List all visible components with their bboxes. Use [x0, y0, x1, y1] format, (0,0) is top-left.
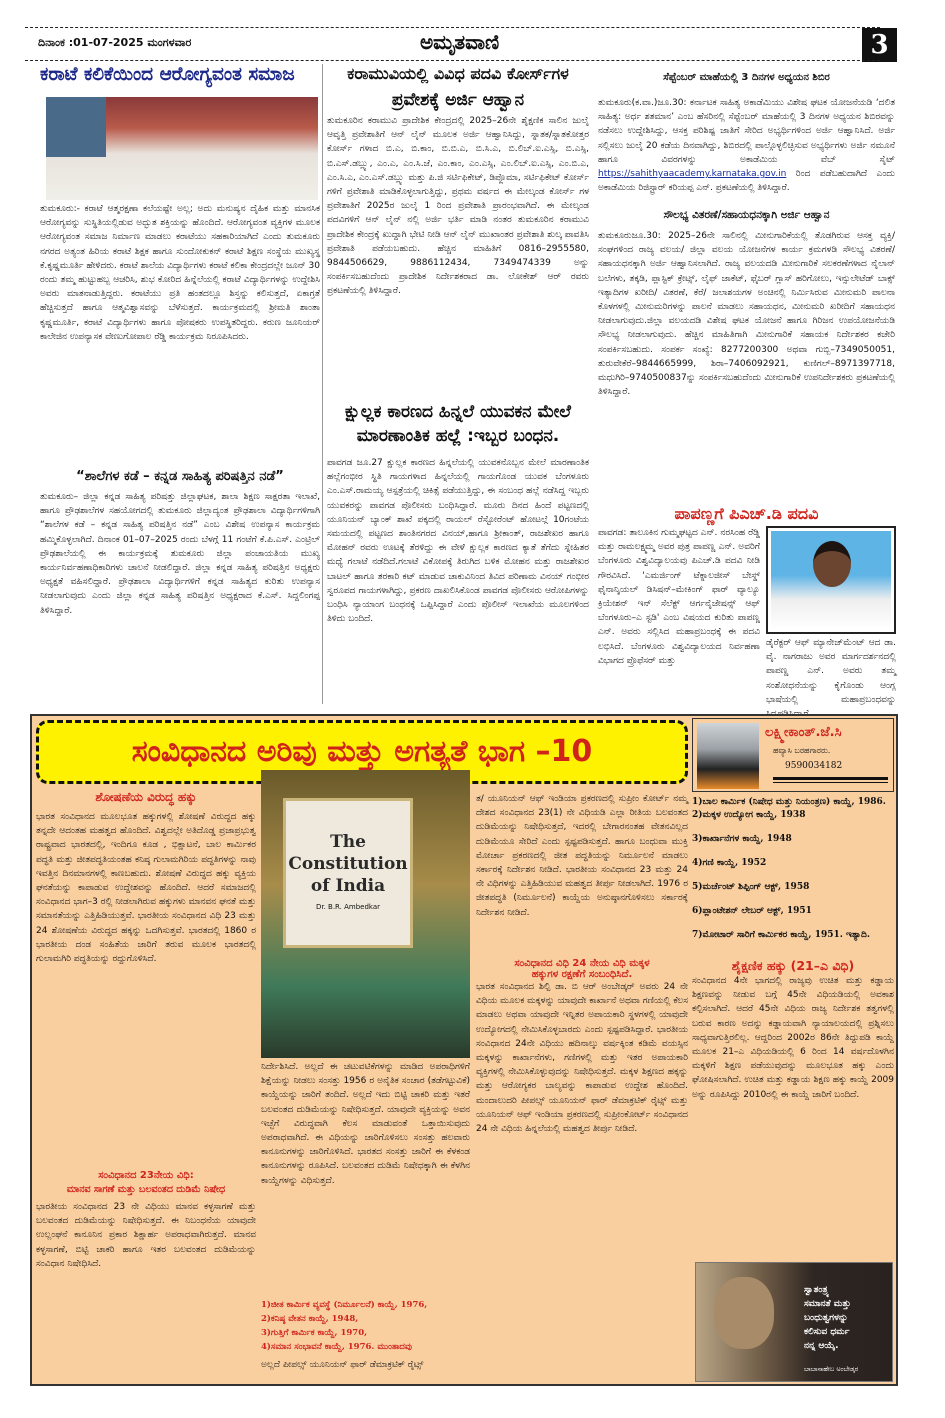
act-item: 3)ಗುತ್ತಿಗೆ ಕಾರ್ಮಿಕ ಕಾಯ್ದೆ, 1970, [261, 1328, 368, 1338]
book-author: Dr. B.R. Ambedkar [315, 903, 381, 911]
kasapa-subheadline: “ಶಾಲೆಗಳ ಕಡೆ – ಕನ್ನಡ ಸಾಹಿತ್ಯ ಪರಿಷತ್ತಿನ ನಡೆ” [76, 469, 284, 484]
study-camp-body [593, 96, 900, 198]
article24-heading-line2: ಹಕ್ಕುಗಳ ರಕ್ಷಣೆಗೆ ಸಂಬಂಧಿಸಿದೆ. [531, 969, 633, 980]
article24-heading-line1: ಸಂವಿಧಾನದ ವಿಧಿ 24 ನೇಯ ವಿಧಿ ಮಕ್ಕಳ [514, 958, 650, 969]
left-column [40, 64, 320, 704]
exploitation-heading: ಶೋಷಣೆಯ ವಿರುದ್ಧ ಹಕ್ಕು [95, 790, 197, 804]
act-item: 5)ಮರ್ಚೆಂಟ್ ಶಿಪ್ಪಿಂಗ್ ಆಕ್ಟ್, 1958 [692, 882, 810, 892]
ambedkar-quote-image [695, 1262, 893, 1382]
constitution-series-banner: ಸಂವಿಧಾನದ ಅರಿವು ಮತ್ತು ಅಗತ್ಯತೆ ಭಾಗ –10 [36, 720, 688, 784]
page-number: 3 [862, 28, 897, 62]
quote-line: ನನ್ನ ಆಯ್ಕೆ. [804, 1341, 839, 1351]
act-item: 6)ಪ್ಲಾಂಟೇಶನ್ ಲೇಬರ್ ಆಕ್ಟ್, 1951 [692, 906, 812, 916]
education-right-body: ಸಂವಿಧಾನದ 4ನೇ ಭಾಗದಲ್ಲಿ ರಾಜ್ಯವು ಉಚಿತ ಮತ್ತು ಕಡ್ಡಾಯ ಶಿಕ್ಷಣವನ್ನು ನೀಡುವ ಬಗ್ಗೆ 45ನೇ ವಿಧಿಯಡಿಯಲ್ಲಿ ಅವಕಾಶ ಕಲ್ಪಿಸಲಾಗಿದೆ. ಆದರೆ 45ನೇ ವಿಧಿಯ ರಾಜ್ಯ ನಿರ್ದೇಶಕ ತತ್ವಗಳಲ್ಲಿ ಬರುವ ಕಾರಣ ಅದನ್ನು ಕಡ್ಡಾಯವಾಗಿ ನ್ಯಾಯಾಲಯದಲ್ಲಿ ಪ್ರಶ್ನಿಸಲು ಸಾಧ್ಯವಾಗುತ್ತಿರಲಿಲ್ಲ. ಆದ್ದರಿಂದ 2002ರ 86ನೇ ತಿದ್ದುಪಡಿ ಕಾಯ್ದೆ ಮೂಲಕ 21–ಎ ವಿಧಿಯಡಿಯಲ್ಲಿ 6 ರಿಂದ 14 ವರ್ಷದೊಳಗಿನ ಮಕ್ಕಳಿಗೆ ಶಿಕ್ಷಣ ಪಡೆಯುವುದನ್ನು ಮೂಲಭೂತ ಹಕ್ಕು ಎಂದು ಘೋಷಿಸಲಾಗಿದೆ. ಉಚಿತ ಮತ್ತು ಕಡ್ಡಾಯ ಶಿಕ್ಷಣ ಹಕ್ಕು ಕಾಯ್ದೆ 2009 ಅನ್ನು ರೂಪಿಸಿದ್ದು 2010ರಲ್ಲಿ ಈ ಕಾಯ್ದೆ ಜಾರಿಗೆ ಬಂದಿದೆ. [692, 976, 894, 1100]
quote-line: ಕಲಿಸುವ ಧರ್ಮ [804, 1327, 850, 1337]
ksou-article-body: ತುಮಕೂರಿನ ಕರಾಮುವಿ ಪ್ರಾದೇಶಿಕ ಕೇಂದ್ರದಲ್ಲಿ 2025–26ನೇ ಶೈಕ್ಷಣಿಕ ಸಾಲಿನ ಜುಲೈ ಆವೃತ್ತಿ ಪ್ರವೇಶಾತಿಗೆ ಆನ್ ಲೈನ್ ಮೂಲಕ ಅರ್ಜಿ ಆಹ್ವಾನಿಸಿದ್ದು, ಸ್ನಾತಕ/ಸ್ನಾತಕೋತ್ತರ ಕೋರ್ಸ್ ಗಳಾದ ಬಿ.ಎ, ಬಿ.ಕಾಂ, ಬಿ.ಬಿ.ಎ, ಬಿ.ಸಿ.ಎ, ಬಿ.ಲಿಬ್.ಐ.ಎಸ್ಸಿ, ಬಿ.ಎಸ್ಸಿ, ಬಿ.ಎಸ್.ಡಬ್ಲ್ಯು, ಎಂ.ಎ, ಎಂ.ಸಿ.ಜೆ, ಎಂ.ಕಾಂ, ಎಂ.ಎಸ್ಸಿ, ಎಂ.ಲಿಬ್.ಐ.ಎಸ್ಸಿ, ಎಂ.ಬಿ.ಎ, ಎಂ.ಸಿ.ಎ, ಎಂ.ಎಸ್.ಡಬ್ಲ್ಯು ಮತ್ತು ಪಿ.ಜಿ ಸರ್ಟಿಫಿಕೇಟ್, ಡಿಪ್ಲೊಮಾ, ಸರ್ಟಿಫಿಕೇಟ್ ಕೋರ್ಸ್ ಗಳಿಗೆ ಪ್ರವೇಶಾತಿ ಮಾಡಿಕೊಳ್ಳಲಾಗುತ್ತಿದ್ದು, ಪ್ರಥಮ ವರ್ಷದ ಈ ಮೇಲ್ಕಂಡ ಕೋರ್ಸ್ ಗಳ ಪ್ರವೇಶಾತಿಗೆ 2025ರ ಜುಲೈ 1 ರಿಂದ ಪ್ರವೇಶಾತಿ ಪ್ರಾರಂಭವಾಗಿದೆ. ಈ ಮೇಲ್ಕಂಡ ಪದವಿಗಳಿಗೆ ಆನ್ ಲೈನ್ ನಲ್ಲಿ ಅರ್ಜಿ ಭರ್ತಿ ಮಾಡಿ ನಂತರ ತುಮಕೂರಿನ ಕರಾಮುವಿ ಪ್ರಾದೇಶಿಕ ಕೇಂದ್ರಕ್ಕೆ ಖುದ್ದಾಗಿ ಭೇಟಿ ನೀಡಿ ಆನ್ ಲೈನ್ ಮುಖಾಂತರ ಪ್ರವೇಶಾತಿ ಶುಲ್ಕ ಪಾವತಿಸಿ ಪ್ರವೇಶಾತಿ ಪಡೆಯಬಹುದು. ಹೆಚ್ಚಿನ ಮಾಹಿತಿಗೆ 0816–2955580, 9844506629, 9886112434, 7349474339 ಅನ್ನು ಸಂಪರ್ಕಿಸಬಹುದೆಂದು ಪ್ರಾದೇಶಿಕ ನಿರ್ದೇಶಕರಾದ ಡಾ. ಲೋಕೇಶ್ ಆರ್ ರವರು ಪ್ರಕಟಣೆಯಲ್ಲಿ ತಿಳಿಸಿದ್ದಾರೆ. [327, 116, 589, 297]
author-rule [773, 777, 888, 783]
article23-heading-line1: ಸಂವಿಧಾನದ 23ನೇಯ ವಿಧಿ: [98, 1170, 194, 1181]
feature-column-4 [692, 796, 894, 1266]
fisheries-body: ತುಮಕೂರುಜೂ.30: 2025–26ನೇ ಸಾಲಿನಲ್ಲಿ ಮೀನುಗಾರಿಕೆಯಲ್ಲಿ ತೊಡಗಿರುವ ಆಸಕ್ತ ವ್ಯಕ್ತಿ/ಸಂಘಗಳಿಂದ ರಾಜ್ಯ ವಲಯ/ ಜಿಲ್ಲಾ ವಲಯ ಯೋಜನೆಗಳ ಕಾರ್ಯ ಕ್ರಮಗಳಡಿ ಸೌಲಭ್ಯ ವಿತರಣೆ/ಸಹಾಯಧನಕ್ಕಾಗಿ ಅರ್ಜಿ ಆಹ್ವಾನಿಸಲಾಗಿದೆ. ರಾಜ್ಯ ವಲಯದಡಿ ಮೀನುಗಾರಿಕೆ ಸಲಕರಣೆಗಳಾದ ನೈಲಾನ್ ಬಲೆಗಳು, ತಕ್ಕಡಿ, ಪ್ಲಾಸ್ಟಿಕ್ ಕ್ರೇಟ್ಸ್, ಲೈಫ್ ಜಾಕೆಟ್, ಫೈಬರ್ ಗ್ಲಾಸ್ ಹರಿಗೋಲು, ಇನ್ಸುಲೇಟೆಡ್ ಬಾಕ್ಸ್ ಇತ್ಯಾದಿಗಳ ಖರೀದಿ/ ವಿತರಣೆ, ಕೆರೆ/ ಜಲಾಶಯಗಳ ಅಂಚಿನಲ್ಲಿ ನಿರ್ಮಿಸಿರುವ ಮೀನುಮರಿ ಪಾಲನಾ ಕೊಳಗಳಲ್ಲಿ ಮೀನುಮರಿಗಳನ್ನು ಪಾಲನೆ ಮಾಡಲು ಸಹಾಯಧನ, ಮೀನುಮರಿ ಖರೀದಿಗೆ ಸಹಾಯಧನ ನೀಡಲಾಗುವುದು.ಜಿಲ್ಲಾ ವಲಯದಡಿ ವಿಶೇಷ ಘಟಕ ಯೋಜನೆ ಹಾಗೂ ಗಿರಿಜನ ಉಪಯೋಜನೆಯಡಿ ಸೌಲಭ್ಯ ನೀಡಲಾಗುವುದು. ಹೆಚ್ಚಿನ ಮಾಹಿತಿಗಾಗಿ ಮೀನುಗಾರಿಕೆ ಸಹಾಯಕ ನಿರ್ದೇಶಕರ ಕಚೇರಿ ಸಂಪರ್ಕಿಸಬಹುದು. ಸಂಪರ್ಕ ಸಂಖ್ಯೆ: 8277200300 ಅಥವಾ ಗುಬ್ಬಿ–7349050051, ತುರುವೇಕೆರೆ–9844665999, ಶಿರಾ–7406092921, ಕುಣಿಗಲ್–8971397718, ಮಧುಗಿರಿ–9740500837ನ್ನು ಸಂಪರ್ಕಿಸಬಹುದೆಂದು ಮೀನುಗಾರಿಕೆ ಉಪನಿರ್ದೇಶಕರು ಪ್ರಕಟಣೆಯಲ್ಲಿ ತಿಳಿಸಿದ್ದಾರೆ. [598, 231, 895, 398]
pudr-case-body: ತ/ ಯೂನಿಯನ್ ಆಫ್ ಇಂಡಿಯಾ ಪ್ರಕರಣದಲ್ಲಿ ಸುಪ್ರೀಂ ಕೋರ್ಟ್ ನಮ್ಮ ದೇಶದ ಸಂವಿಧಾನದ 23(1) ನೇ ವಿಧಿಯಡಿ ಎಲ್ಲಾ ರೀತಿಯ ಬಲವಂತದ ದುಡಿಮೆಯನ್ನು ನಿಷೇಧಿಸುತ್ತದೆ, ಇದರಲ್ಲಿ ಬೇಗಾರನಂತಹ ವೇತನವಿಲ್ಲದ ದುಡಿಮೆಯೂ ಸೇರಿದೆ ಎಂದು ಸ್ಪಷ್ಟಪಡಿಸುತ್ತದೆ. ಹಾಗೂ ಬಂಧುವಾ ಮುಕ್ತಿ ಮೋರ್ಚಾ ಪ್ರಕರಣದಲ್ಲಿ ಜೀತ ಪದ್ಧತಿಯನ್ನು ನಿರ್ಮೂಲನೆ ಮಾಡಲು ಸರ್ಕಾರಕ್ಕೆ ನಿರ್ದೇಶನ ನೀಡಿದೆ. ಭಾರತೀಯ ಸಂವಿಧಾನದ 23 ಮತ್ತು 24 ನೇ ವಿಧಿಗಳನ್ನು ಎತ್ತಿಹಿಡಿಯುವ ಮಹತ್ವದ ತೀರ್ಪು ನೀಡಲಾಗಿದೆ. 1976 ರ ಜೀತಪದ್ಧತಿ (ನಿರ್ಮೂಲನೆ) ಕಾಯ್ದೆಯ ಅನುಷ್ಠಾನಗೊಳಿಸಲು ಸರ್ಕಾರಕ್ಕೆ ನಿರ್ದೇಶನ ನೀಡಿದೆ. [476, 794, 688, 918]
act-item: 1)ಜೀತ ಕಾರ್ಮಿಕ ವ್ಯವಸ್ಥೆ (ನಿರ್ಮೂಲನೆ) ಕಾಯ್ದೆ, 1976, [261, 1300, 428, 1310]
education-right-heading: ಶೈಕ್ಷಣಿಕ ಹಕ್ಕು (21–ಎ ವಿಧಿ) [731, 958, 855, 973]
phd-body-continued: ಡೈರೆಕ್ಟರ್ ಆಫ್ ಮ್ಯಾನೇಜ್‌ಮೆಂಟ್ ಆದ ಡಾ. ವೈ. ನಾಗರಾಜು ಅವರ ಮಾರ್ಗದರ್ಶನದಲ್ಲಿ ಪಾಪಣ್ಣ ಎನ್. ಅವರು ತಮ್ಮ ಸಂಶೋಧನೆಯನ್ನು ಕೈಗೊಂಡು ಆಂಗ್ಲ ಭಾಷೆಯಲ್ಲಿ ಮಹಾಪ್ರಬಂಧವನ್ನು [766, 638, 896, 705]
article23-continued-body: ನಿರ್ದೇಶಿಸಿದೆ. ಅಲ್ಲದೆ ಈ ಚಟುವಟಿಕೆಗಳನ್ನು ಮಾಡಿದ ಅಪರಾಧಿಗಳಿಗೆ ಶಿಕ್ಷೆಯನ್ನು ನೀಡಲು ಸಂಸತ್ತು 1956 ರ ಅನೈತಿಕ ಸಂಚಾರ (ತಡೆಗಟ್ಟುವಿಕೆ) ಕಾಯ್ದೆಯನ್ನು ಜಾರಿಗೆ ತಂದಿದೆ. ಅಲ್ಲದೆ ಇದು ಬಿಟ್ಟಿ ಚಾಕರಿ ಮತ್ತು ಇತರೆ ಬಲವಂತದ ದುಡಿಮೆಯನ್ನು ನಿಷೇಧಿಸುತ್ತದೆ. ಯಾವುದೇ ವ್ಯಕ್ತಿಯನ್ನು ಅವನ ಇಚ್ಛೆಗೆ ವಿರುದ್ಧವಾಗಿ ಕೆಲಸ ಮಾಡುವಂತೆ ಒತ್ತಾಯಿಸುವುದು ಅಪರಾಧವಾಗಿದೆ. ಈ ವಿಧಿಯನ್ನು ಜಾರಿಗೊಳಿಸಲು ಸಂಸತ್ತು ಹಲವಾರು ಕಾನೂನುಗಳನ್ನು ಜಾರಿಗೊಳಿಸಿದೆ. ಭಾರತದ ಸಂಸತ್ತು ಜಾರಿಗೆ ಈ ಕೆಳಕಂಡ ಕಾನೂನುಗಳನ್ನು ರೂಪಿಸಿದೆ. ಬಲವಂತದ ದುಡಿಮೆ ನಿಷೇಧಕ್ಕಾಗಿ ಈ ಕೆಳಗಿನ ಕಾಯ್ದೆಗಳನ್ನು ವಿಧಿಸುತ್ತದೆ. [261, 1062, 470, 1186]
assault-headline-line2: ಮಾರಣಾಂತಿಕ ಹಲ್ಲೆ :ಇಬ್ಬರ ಬಂಧನ. [356, 426, 560, 446]
act-item: 3)ಕಾರ್ಖಾನೆಗಳ ಕಾಯ್ದೆ, 1948 [692, 834, 792, 844]
feature-column-3 [476, 792, 688, 1382]
author-card [692, 718, 894, 792]
assault-headline-line1: ಕ್ಷುಲ್ಲಕ ಕಾರಣದ ಹಿನ್ನಲೆ ಯುವಕನ ಮೇಲೆ [345, 402, 571, 422]
phd-headline: ಪಾಪಣ್ಣಗೆ ಪಿಎಚ್.ಡಿ ಪದವಿ [674, 504, 819, 523]
masthead-rule-top [25, 27, 880, 28]
book-cover [283, 798, 413, 948]
ksou-headline-line2: ಪ್ರವೇಶಕ್ಕೆ ಅರ್ಜಿ ಆಹ್ವಾನ [391, 90, 525, 110]
article24-body: ಭಾರತ ಸಂವಿಧಾನದ ಶಿಲ್ಪಿ ಡಾ. ಬಿ ಆರ್ ಅಂಬೇಡ್ಕರ್ ಅವರು 24 ನೇ ವಿಧಿಯ ಮೂಲಕ ಮಕ್ಕಳನ್ನು ಯಾವುದೇ ಕಾರ್ಖಾನೆ ಅಥವಾ ಗಣಿಯಲ್ಲಿ ಕೆಲಸ ಮಾಡಲು ಅಥವಾ ಯಾವುದೇ ಇನ್ನಿತರ ಅಪಾಯಕಾರಿ ಸ್ಥಳಗಳಲ್ಲಿ ಯಾವುದೇ ಉದ್ಯೋಗದಲ್ಲಿ ನೇಮಿಸಿಕೊಳ್ಳಬಾರದು ಎಂದು ಸ್ಪಷ್ಟಪಡಿಸಿದ್ದಾರೆ. ಭಾರತೀಯ ಸಂವಿಧಾನದ 24ನೇ ವಿಧಿಯು ಹದಿನಾಲ್ಕು ವರ್ಷಕ್ಕಿಂತ ಕಡಿಮೆ ವಯಸ್ಸಿನ ಮಕ್ಕಳನ್ನು ಕಾರ್ಖಾನೆಗಳು, ಗಣಿಗಳಲ್ಲಿ ಮತ್ತು ಇತರ ಅಪಾಯಕಾರಿ ವ್ಯಕ್ತಿಗಳಲ್ಲಿ ನೇಮಿಸಿಕೊಳ್ಳುವುದನ್ನು ನಿಷೇಧಿಸುತ್ತದೆ. ಮಕ್ಕಳ ಶಿಕ್ಷಣದ ಹಕ್ಕನ್ನು ಮತ್ತು ಆರೋಗ್ಯಕರ ಬಾಲ್ಯವನ್ನು ಕಾಪಾಡುವ ಉದ್ದೇಶ ಹೊಂದಿದೆ. ಮಂದಾಲುದರಿ ಪೀಪಲ್ಸ್ ಯೂನಿಯನ್ ಫಾರ್ ಡೆಮಾಕ್ರಟಿಕ್ ರೈಟ್ಸ್ ಮತ್ತು ಯೂನಿಯನ್ ಆಫ್ ಇಂಡಿಯಾ ಪ್ರಕರಣದಲ್ಲಿ ಸುಪ್ರೀಂಕೋರ್ಟ್ ಸಂವಿಧಾನದ 24 ನೇ ವಿಧಿಯ ಹಿನ್ನಲೆಯಲ್ಲಿ ಮಹತ್ವದ ತೀರ್ಪು ನೀಡಿದೆ. [476, 982, 688, 1135]
child-labour-acts-list [692, 796, 894, 942]
author-role: ಹವ್ಯಾಸಿ ಬರಹಗಾರರು. [773, 746, 831, 755]
issue-date: ದಿನಾಂಕ :01-07-2025 ಮಂಗಳವಾರ [38, 36, 192, 49]
middle-column [327, 64, 589, 704]
act-item: 4)ಗಣಿ ಕಾಯ್ದೆ, 1952 [692, 858, 767, 868]
study-camp-headline: ಸೆಪ್ಟೆಂಬರ್ ಮಾಹೆಯಲ್ಲಿ 3 ದಿನಗಳ ಅಧ್ಯಯನ ಶಿಬಿರ [663, 72, 830, 83]
phd-body: ಪಾವಗಡ: ತಾಲೂಕಿನ ಗುಮ್ಮಘಟ್ಟದ ಎನ್. ನರಸಿಂಹ ರೆಡ್ಡಿ ಮತ್ತು ರಾಮಲಕ್ಷ್ಮಮ್ಮ ಅವರ ಪುತ್ರ ಪಾಪಣ್ಣ ಎನ್. ಅವರಿಗೆ ಬೆಂಗಳೂರು ವಿಶ್ವವಿದ್ಯಾಲಯವು ಪಿಎಚ್.ಡಿ ಪದವಿ ನೀಡಿ ಗೌರವಿಸಿದೆ. 'ಎಮರ್ಜಿಂಗ್ ಟೆಕ್ನಾಲಜೀಸ್ ಬೇಸ್ಡ್ ಫೈನಾನ್ಶಿಯಲ್ ಡಿಸಿಷನ್–ಮೇಕಿಂಗ್ ಫಾರ್ ವ್ಯಾಲ್ಯೂ ಕ್ರಿಯೇಶನ್ ಇನ್ ಸೆಲೆಕ್ಟ್ ಆರ್ಗನೈಜೇಷನ್ಸ್ ಆಫ್ ಬೆಂಗಳೂರು–ಎ ಸ್ಟಡಿ' ಎಂಬ ವಿಷಯದ ಕುರಿತು ಪಾಪಣ್ಣ ಎನ್. ಅವರು ಸಲ್ಲಿಸಿದ ಮಹಾಪ್ರಬಂಧಕ್ಕೆ ಈ ಪದವಿ ಲಭಿಸಿದೆ. ಬೆಂಗಳೂರು ವಿಶ್ವವಿದ್ಯಾಲಯದ ನಿರ್ವಹಣಾ ವಿಭಾಗದ ಪ್ರೊಫೆಸರ್ ಮತ್ತು [598, 528, 760, 666]
right-column [593, 64, 900, 709]
karate-article-body: ತುಮಕೂರು:- ಕರಾಟೆ ಆತ್ಮರಕ್ಷಣಾ ಕಲೆಯಷ್ಟೇ ಅಲ್ಲ; ಅದು ಮನುಷ್ಯನ ದೈಹಿಕ ಮತ್ತು ಮಾನಸಿಕ ಆರೋಗ್ಯವನ್ನು ಸುಸ್ಥಿತಿಯಲ್ಲಿಡುವ ಅದ್ಭುತ ಶಕ್ತಿಯನ್ನು ಹೊಂದಿದೆ. ಆರೋಗ್ಯವಂತ ವ್ಯಕ್ತಿಗಳ ಮೂಲಕ ಆರೋಗ್ಯವಂತ ಸಮಾಜ ನಿರ್ಮಾಣ ಮಾಡಲು ಕರಾಟೆಯು ಸಹಕಾರಿಯಾಗಿದೆ ಎಂದು ತುಮಕೂರು ನಗರದ ಅತ್ಯಂತ ಹಿರಿಯ ಕರಾಟೆ ಶಿಕ್ಷಕ ಹಾಗೂ ಸುಂದೋಕುಕನ್ ಕರಾಟೆ ಶಿಕ್ಷಣ ಸಂಸ್ಥೆಯ ಮುಖ್ಯಸ್ಥ ಕೆ.ಕೃಷ್ಣಮೂರ್ತಿ ಹೇಳಿದರು. ಕರಾಟೆ ಶಾಲೆಯ ವಿದ್ಯಾರ್ಥಿಗಳು ಕರಾಟೆ ಕಲಿಕಾ ಕೇಂದ್ರದಲ್ಲೇ ಜೂನ್ 30 ರಂದು ತಮ್ಮ ಹುಟ್ಟುಹಬ್ಬ ಆಚರಿಸಿ, ಶುಭ ಕೋರಿದ ಹಿನ್ನೆಲೆಯಲ್ಲಿ ಕರಾಟೆ ವಿದ್ಯಾರ್ಥಿಗಳನ್ನು ಉದ್ದೇಶಿಸಿ ಅವರು ಮಾತನಾಡುತ್ತಿದ್ದರು. ಕರಾಟೆಯು ಪ್ರತಿ ಹಂತದಲ್ಲೂ ಶಿಸ್ತನ್ನು ಕಲಿಸುತ್ತದೆ, ಏಕಾಗ್ರತೆ ಹೆಚ್ಚಿಸುತ್ತದೆ ಹಾಗೂ ಆತ್ಮವಿಶ್ವಾಸವನ್ನು ಬೆಳೆಸುತ್ತದೆ. ಕಾರ್ಯಕ್ರಮದಲ್ಲಿ ಶ್ರೀಮತಿ ಶಾಂತಾ ಕೃಷ್ಣಮೂರ್ತಿ, ಕರಾಟೆ ವಿದ್ಯಾರ್ಥಿಗಳು ಹಾಗೂ ಪೋಷಕರು ಉಪಸ್ಥಿತರಿದ್ದರು. ಕರುಣ ಜೂನಿಯರ್ ಕಾಲೇಜಿನ ಉಪನ್ಯಾಸಕ ವೇಣುಗೋಪಾಲ ರೆಡ್ಡಿ ಕಾರ್ಯಕ್ರಮ ನಿರೂಪಿಸಿದರು. [40, 204, 320, 342]
newspaper-title: ಅಮೃತವಾಣಿ [420, 30, 500, 54]
author-photo [697, 723, 759, 789]
column-divider [322, 64, 323, 704]
act-item: 4)ಸಮಾನ ಸಂಭಾವನೆ ಕಾಯ್ದೆ, 1976. ಮುಂತಾದವು [261, 1342, 412, 1352]
study-camp-text: ತುಮಕೂರು(ಕ.ವಾ.)ಜೂ.30: ಕರ್ನಾಟಕ ಸಾಹಿತ್ಯ ಅಕಾಡೆಮಿಯು ವಿಶೇಷ ಘಟಕ ಯೋಜನೆಯಡಿ ‘ದಲಿತ ಸಾಹಿತ್ಯ: ಅರ್ಧ ಶತಮಾನ’ ಎಂಬ ಹೆಸರಿನಲ್ಲಿ ಸೆಪ್ಟೆಂಬರ್ ಮಾಹೆಯಲ್ಲಿ 3 ದಿನಗಳ ಅಧ್ಯಯನ ಶಿಬಿರವನ್ನು ನಡೆಸಲು ಉದ್ದೇಶಿಸಿದ್ದು, ಆಸಕ್ತ ಪರಿಶಿಷ್ಟ ಜಾತಿಗೆ ಸೇರಿದ ಅಭ್ಯರ್ಥಿಗಳಿಂದ ಅರ್ಜಿ ಆಹ್ವಾನಿಸಿದೆ. ಅರ್ಜಿ ಸಲ್ಲಿಸಲು ಜುಲೈ 20 ಕಡೆಯ ದಿನವಾಗಿದ್ದು, ಶಿಬಿರದಲ್ಲಿ ಪಾಲ್ಗೊಳ್ಳಲಿಚ್ಛಿಸುವ ಅಭ್ಯರ್ಥಿಗಳು ಅರ್ಜಿ ನಮೂನೆ ಹಾಗೂ ವಿವರಗಳನ್ನು ಅಕಾಡೆಮಿಯ ವೆಬ್ ಸೈಟ್ [598, 98, 895, 165]
karate-students-photo [46, 97, 318, 200]
pudr-case-text: ಅಲ್ಲದೆ ಪೀಪಲ್ಸ್ ಯೂನಿಯನ್ ಫಾರ್ ಡೆಮಾಕ್ರಟಿಕ್ ರೈಟ್ಸ್ [261, 1360, 424, 1370]
papanna-photo [766, 526, 896, 634]
act-item: 2)ಕನಿಷ್ಠ ವೇತನ ಕಾಯ್ದೆ, 1948, [261, 1314, 359, 1324]
author-phone: 9590034182 [785, 761, 843, 771]
author-name: ಲಕ್ಷ್ಮೀಕಾಂತ್.ಜೆ.ಸಿ [765, 725, 842, 740]
constitution-book-image [261, 770, 470, 1058]
act-item: 1)ಬಾಲ ಕಾರ್ಮಿಕ (ನಿಷೇಧ ಮತ್ತು ನಿಯಂತ್ರಣ) ಕಾಯ್ದೆ, 1986. [692, 797, 886, 807]
quote-text [804, 1283, 851, 1353]
karate-headline: ಕರಾಟೆ ಕಲಿಕೆಯಿಂದ ಆರೋಗ್ಯವಂತ ಸಮಾಜ [40, 64, 295, 85]
feature-column-1 [36, 790, 256, 1380]
exploitation-body: ಭಾರತ ಸಂವಿಧಾನದ ಮೂಲಭೂತ ಹಕ್ಕುಗಳಲ್ಲಿ ಶೋಷಣೆ ವಿರುದ್ಧದ ಹಕ್ಕು ತನ್ನದೇ ಆದಂತಹ ಮಹತ್ವದ ಹೊಂದಿದೆ. ವಿಶ್ವದಲ್ಲೇ ಅತಿದೊಡ್ಡ ಪ್ರಜಾಪ್ರಭುತ್ವ ರಾಷ್ಟ್ರವಾದ ಭಾರತದಲ್ಲಿ, ಇಂದಿಗೂ ಕೂಡ , ಭಿಕ್ಷಾಟನೆ, ಬಾಲ ಕಾರ್ಮಿಕರ ಪದ್ಧತಿ ಮತ್ತು ಜೀತಪದ್ಧತಿಯಂತಹ ಕನಿಷ್ಠ ಗುಲಾಮಗಿರಿಯ ಪದ್ಧತಿಗಳನ್ನು ನಾವು ಇವತ್ತಿನ ದಿನಮಾನಗಳಲ್ಲಿ ಕಾಣಬಹುದು. ಶೋಷಣೆ ವಿರುದ್ಧದ ಹಕ್ಕು ವ್ಯಕ್ತಿಯ ಘನತೆಯನ್ನು ಕಾಪಾಡುವ ಉದ್ದೇಶವನ್ನು ಹೊಂದಿದೆ. ಆದರೆ ಸಮಾಜದಲ್ಲಿ ಸಂವಿಧಾನದ ಭಾಗ–3 ರಲ್ಲಿ ನೀಡಲಾಗಿರುವ ಹಕ್ಕುಗಳು ಮಾನವನ ಘನತೆ ಮತ್ತು ಸಮಾನತೆಯನ್ನು ಎತ್ತಿಹಿಡಿಯುತ್ತವೆ. ಭಾರತೀಯ ಸಂವಿಧಾನದ ವಿಧಿ 23 ಮತ್ತು 24 ಶೋಷಣೆಯ ವಿರುದ್ಧದ ಹಕ್ಕನ್ನು ಒದಗಿಸುತ್ತವೆ. ಭಾರತದಲ್ಲಿ 1860 ರ ಭಾರತೀಯ ದಂಡ ಸಂಹಿತೆಯ ಜಾರಿಗೆ ತರುವ ಮೂಲಕ ಭಾರತದಲ್ಲಿ ಗುಲಾಮಗಿರಿ ಪದ್ಧತಿಯನ್ನು ರದ್ದುಗೊಳಿಸಿದೆ. [36, 812, 256, 965]
photo-inset [46, 97, 106, 157]
study-camp-text-end: ರಿಂದ ಪಡೆಬಹುದಾಗಿದೆ ಎಂದು ಅಕಾಡೆಮಿಯ ರಿಜಿಸ್ಟ್ರಾರ್ ಕರಿಯಪ್ಪ ಎನ್. ಪ್ರಕಟಣೆಯಲ್ಲಿ ತಿಳಿಸಿದ್ದಾರೆ. [598, 169, 895, 194]
academy-website-link[interactable]: https://sahithyaacademy.karnataka.gov.in [598, 169, 787, 180]
quote-line: ಸಮಾನತೆ ಮತ್ತು [804, 1299, 851, 1309]
quote-attribution: ಬಾಬಾಸಾಹೇಬ ಅಂಬೇಡ್ಕರ [804, 1365, 859, 1373]
kasapa-article-body: ತುಮಕೂರು– ಜಿಲ್ಲಾ ಕನ್ನಡ ಸಾಹಿತ್ಯ ಪರಿಷತ್ತು ಜಿಲ್ಲಾಘಟಕ, ಶಾಲಾ ಶಿಕ್ಷಣ ಸಾಕ್ಷರತಾ ಇಲಾಖೆ, ಹಾಗೂ ಪ್ರೌಢಶಾಲೆಗಳ ಸಹಯೋಗದಲ್ಲಿ ತುಮಕೂರು ಜಿಲ್ಲಾದ್ಯಂತ ಪ್ರೌಢಶಾಲಾ ವಿದ್ಯಾರ್ಥಿಗಳಿಗಾಗಿ “ಶಾಲೆಗಳ ಕಡೆ – ಕನ್ನಡ ಸಾಹಿತ್ಯ ಪರಿಷತ್ತಿನ ನಡೆ” ಎಂಬ ವಿಶೇಷ ಉಪನ್ಯಾಸ ಕಾರ್ಯಕ್ರಮ ಹಮ್ಮಿಕೊಳ್ಳಲಾಗಿದೆ. ದಿನಾಂಕ 01–07–2025 ರಂದು ಬೆಳಗ್ಗೆ 11 ಗಂಟೆಗೆ ಕೆ.ಪಿ.ಎಸ್. ಎಂಟ್ರಿಲ್ ಪ್ರೌಢಶಾಲೆಯಲ್ಲಿ ಈ ಕಾರ್ಯಕ್ರಮಕ್ಕೆ ತುಮಕೂರು ಜಿಲ್ಲಾ ಪಂಚಾಯತಿಯ ಮುಖ್ಯ ಕಾರ್ಯನಿರ್ವಹಣಾಧಿಕಾರಿಗಳು ಚಾಲನೆ ನೀಡಲಿದ್ದಾರೆ. ಜಿಲ್ಲಾ ಕನ್ನಡ ಸಾಹಿತ್ಯ ಪರಿಷತ್ತಿನ ಅಧ್ಯಕ್ಷರು ಅಧ್ಯಕ್ಷತೆ ವಹಿಸಲಿದ್ದಾರೆ. ಪ್ರೌಢಶಾಲಾ ವಿದ್ಯಾರ್ಥಿಗಳಿಗೆ ಕನ್ನಡ ಸಾಹಿತ್ಯದ ಕುರಿತು ಉಪನ್ಯಾಸ ನೀಡಲಾಗುವುದು ಎಂದು ಜಿಲ್ಲಾ ಕನ್ನಡ ಸಾಹಿತ್ಯ ಪರಿಷತ್ತಿನ ಅಧ್ಯಕ್ಷರಾದ ಕೆ.ಎಸ್. ಸಿದ್ದಲಿಂಗಪ್ಪ ತಿಳಿಸಿದ್ದಾರೆ. [40, 492, 320, 616]
act-item: 2)ಮಕ್ಕಳ ಉದ್ಯೋಗ ಕಾಯ್ದೆ, 1938 [692, 810, 806, 820]
masthead-rule-bottom [25, 60, 880, 61]
quote-line: ಸ್ವಾತಂತ್ರ್ಯ [804, 1285, 830, 1295]
ksou-headline-line1: ಕರಾಮುವಿಯಲ್ಲಿ ವಿವಿಧ ಪದವಿ ಕೋರ್ಸ್‌ಗಳ [347, 64, 569, 83]
book-title: The Constitution of India [288, 832, 408, 896]
portrait-face [813, 541, 851, 587]
article23-body: ಭಾರತೀಯ ಸಂವಿಧಾನದ 23 ನೇ ವಿಧಿಯು ಮಾನವ ಕಳ್ಳಸಾಗಣೆ ಮತ್ತು ಬಲವಂತದ ದುಡಿಮೆಯನ್ನು ನಿಷೇಧಿಸುತ್ತದೆ. ಈ ನಿಬಂಧನೆಯ ಯಾವುದೇ ಉಲ್ಲಂಘನೆ ಕಾನೂನಿನ ಪ್ರಕಾರ ಶಿಕ್ಷಾರ್ಹ ಅಪರಾಧವಾಗಿರುತ್ತದೆ. ಮಾನವ ಕಳ್ಳಸಾಗಣೆ, ಬಿಟ್ಟಿ ಚಾಕರಿ ಹಾಗೂ ಇತರ ಬಲವಂತದ ದುಡಿಮೆಯನ್ನು ಸಂವಿಧಾನ ನಿಷೇಧಿಸಿದೆ. [36, 1202, 256, 1269]
ambedkar-portrait [714, 1277, 774, 1349]
act-item: 7)ಮೋಟಾರ್ ಸಾರಿಗೆ ಕಾರ್ಮಿಕರ ಕಾಯ್ದೆ, 1951. ಇತ್ಯಾದಿ. [692, 930, 870, 940]
fisheries-headline: ಸೌಲಭ್ಯ ವಿತರಣೆ/ಸಹಾಯಧನಕ್ಕಾಗಿ ಅರ್ಜಿ ಆಹ್ವಾನ [663, 209, 830, 221]
feature-column-2 [261, 1060, 470, 1382]
photo-fill [771, 531, 891, 629]
article23-heading-line2: ಮಾನವ ಸಾಗಣೆ ಮತ್ತು ಬಲವಂತದ ದುಡಿಮೆ ನಿಷೇಧ [66, 1184, 226, 1195]
quote-line: ಬಂಧುತ್ವಗಳನ್ನು [804, 1313, 848, 1323]
forced-labour-acts-list [261, 1298, 470, 1354]
assault-article-body: ಪಾವಗಡ ಜೂ.27 ಕ್ಷುಲ್ಲಕ ಕಾರಣದ ಹಿನ್ನಲೆಯಲ್ಲಿ ಯುವಕನೊಬ್ಬನ ಮೇಲೆ ಮಾರಣಾಂತಿಕ ಹಲ್ಲೆಗಂಭೀರ ಸ್ಥಿತಿ ಗಾಯಗಳಾದ ಹಿನ್ನಲೆಯಲ್ಲಿ ಗಾಯಗೊಂಡ ಯುವಕ ಬೆಂಗಳೂರು ಎಂ.ಎಸ್.ರಾಮಯ್ಯ ಆಸ್ಪತ್ರೆಯಲ್ಲಿ ಚಿಕಿತ್ಸೆ ಪಡೆಯುತ್ತಿದ್ದು, ಈ ಸಂಬಂಧ ಹಲ್ಲೆ ನಡೆಸಿದ್ದ ಇಬ್ಬರು ಯುವಕರನ್ನು ಪಾವಗಡ ಪೊಲೀಸರು ಬಂಧಿಸಿದ್ದಾರೆ. ಮೂರು ದಿನದ ಹಿಂದೆ ಪಟ್ಟಣದಲ್ಲಿ ಯೂನಿಯನ್ ಬ್ಯಾಂಕ್ ಶಾಖೆ ಪಕ್ಕದಲ್ಲಿ ರಾಯಲ್ ರೆಸ್ಟೋರೆಂಟ್ ಹೋಟಲ್ಗೆ 10ಗಂಟೆಯ ಸಮಯದಲ್ಲಿ ಪಟ್ಟಣದ ಶಾಂತಿನಗರದ ವಿನಯ್,ಹಾಗೂ ಶ್ರೀಕಾಂತ್, ರಾಜಶೇಖರ ಹಾಗೂ ಮೋಹನ್ ರವರು ಊಟಕ್ಕೆ ತೆರಳಿದ್ದು ಈ ವೇಳೆ ಕ್ಷುಲ್ಲಕ ಕಾರಣದ ಕ್ಯಾತೆ ತೆಗೆದು ಸ್ನೇಹಿತರ ಮಧ್ಯೆ ಗಲಾಟೆ ನಡೆದಿದೆ.ಗಲಾಟೆ ವಿಕೋಪಕ್ಕೆ ತಿರುಗಿದ ಬಳಿಕ ಮೋಹನ ಮತ್ತು ರಾಜಶೇಖರ ಬಾಟಲ್ ಹಾಗೂ ತರಕಾರಿ ಕಟ್ ಮಾಡುವ ಚಾಕುವಿನಿಂದ ತಿವಿದ ಪರಿಣಾಮ ವಿನಯ್ ಗಂಭೀರ ಸ್ವರೂಪದ ಗಾಯಗಳಾಗಿದ್ದು, ಪ್ರಕರಣ ದಾಖಲಿಸಿಕೊಂಡ ಪಾವಗಡ ಪೊಲೀಸರು ಆರೋಪಿಗಳನ್ನು ಬಂಧಿಸಿ ನ್ಯಾಯಾಂಗ ಬಂಧನಕ್ಕೆ ಒಪ್ಪಿಸಿದ್ದಾರೆ ಎಂದು ಪೊಲೀಸ್ ಇಲಾಖೆಯ ಮೂಲಗಳಿಂದ ತಿಳಿದು ಬಂದಿದೆ. [327, 458, 589, 625]
